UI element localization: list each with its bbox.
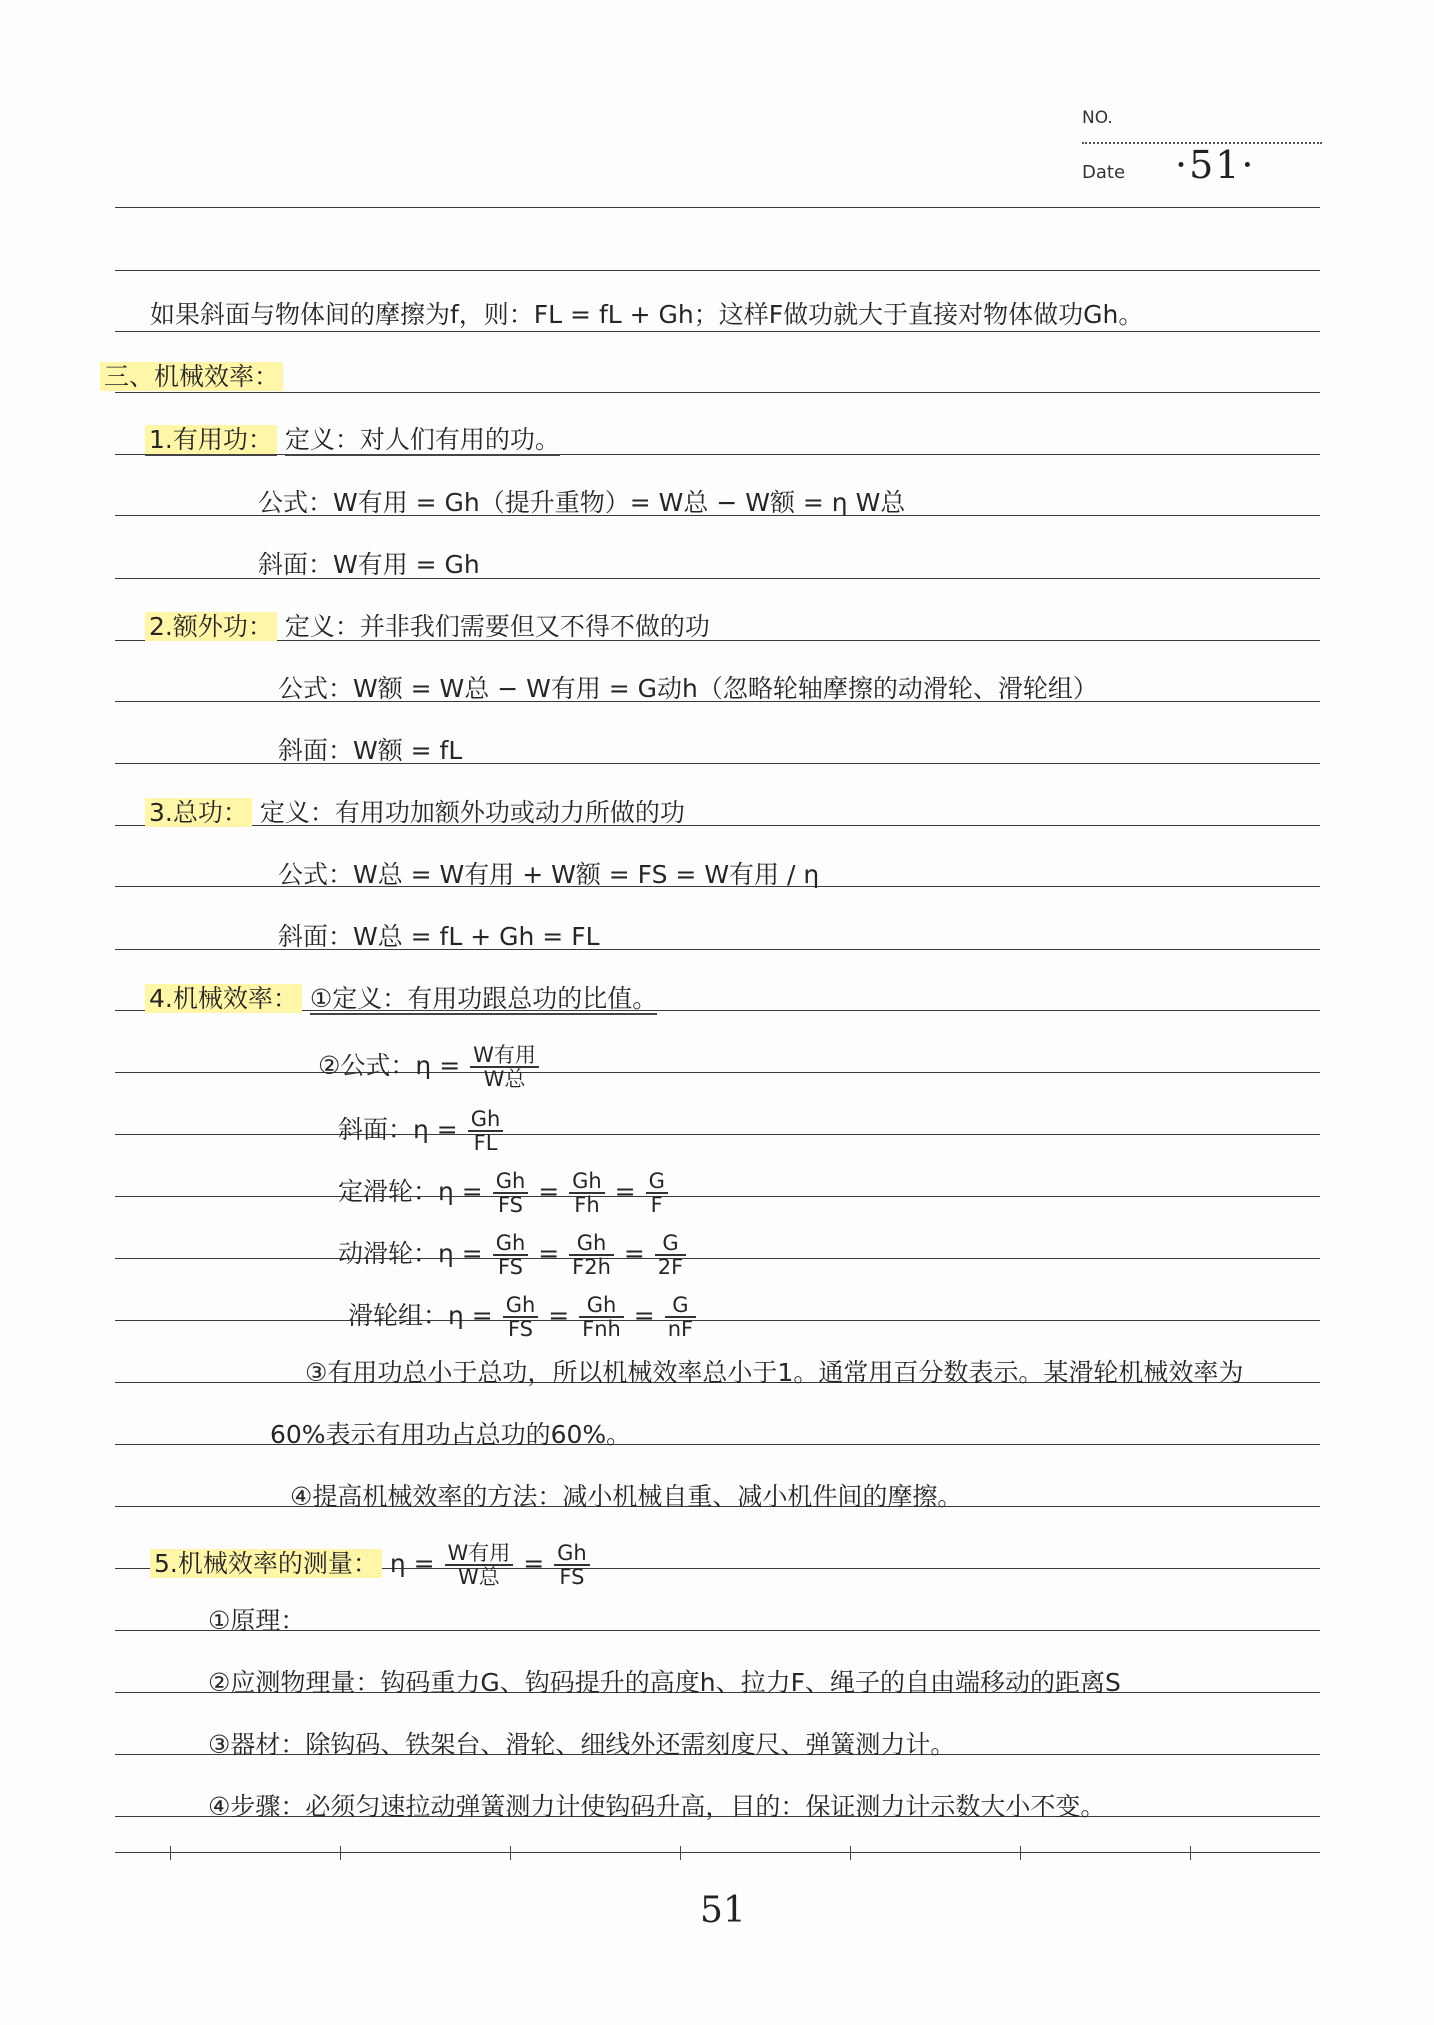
- extra-work-def: 定义：并非我们需要但又不得不做的功: [284, 612, 710, 641]
- measurement-principle: ①原理：: [208, 1606, 306, 1635]
- denominator: FS: [559, 1565, 585, 1589]
- total-work-def: 定义：有用功加额外功或动力所做的功: [259, 798, 685, 827]
- numerator: W有用: [470, 1044, 539, 1068]
- fraction: [493, 1170, 529, 1216]
- tick-mark: [170, 1846, 171, 1860]
- measurement-quantities: ②应测物理量：钩码重力G、钩码提升的高度h、拉力F、绳子的自由端移动的距离S: [208, 1668, 1121, 1697]
- numerator: Gh: [493, 1170, 529, 1194]
- numerator: Gh: [554, 1542, 590, 1566]
- measurement-title: 5.机械效率的测量：: [150, 1549, 382, 1578]
- formula-prefix: 动滑轮：η =: [338, 1239, 483, 1268]
- efficiency-line: [145, 982, 657, 1016]
- tick-mark: [1020, 1846, 1021, 1860]
- numerator: Gh: [579, 1294, 624, 1318]
- efficiency-title: 4.机械效率：: [145, 984, 302, 1013]
- date-label: Date: [1082, 162, 1126, 183]
- fraction: [655, 1232, 686, 1278]
- useful-work-slope: 斜面：W有用 = Gh: [258, 550, 480, 579]
- denominator: Fnh: [582, 1317, 621, 1341]
- efficiency-note-3-cont: 60%表示有用功占总功的60%。: [270, 1420, 632, 1449]
- efficiency-def: ①定义：有用功跟总功的比值。: [309, 984, 658, 1013]
- total-work-title: 3.总功：: [145, 798, 252, 827]
- fraction: [665, 1294, 696, 1340]
- numerator: Gh: [569, 1232, 614, 1256]
- ruled-line: [115, 270, 1320, 271]
- fraction: [470, 1044, 539, 1090]
- section-heading-efficiency: [100, 360, 283, 394]
- numerator: W有用: [445, 1542, 514, 1566]
- denominator: FS: [507, 1317, 534, 1341]
- fraction: [445, 1542, 514, 1588]
- denominator: FS: [497, 1255, 524, 1279]
- denominator: nF: [667, 1317, 694, 1341]
- measurement-equipment: ③器材：除钩码、铁架台、滑轮、细线外还需刻度尺、弹簧测力计。: [208, 1730, 956, 1759]
- tick-mark: [1190, 1846, 1191, 1860]
- total-work-formula: 公式：W总 = W有用 + W额 = FS = W有用 / η: [278, 860, 820, 889]
- date-value: ·51·: [1175, 143, 1256, 187]
- extra-work-formula: 公式：W额 = W总 − W有用 = G动h（忽略轮轴摩擦的动滑轮、滑轮组）: [278, 674, 1098, 703]
- formula-prefix: ②公式：η =: [318, 1051, 461, 1080]
- extra-work-title: 2.额外功：: [145, 612, 277, 641]
- tick-mark: [510, 1846, 511, 1860]
- denominator: F2h: [572, 1255, 611, 1279]
- total-work-line: [145, 796, 685, 830]
- numerator: Gh: [503, 1294, 539, 1318]
- useful-work-line: [145, 423, 560, 457]
- page-number: 51: [700, 1890, 746, 1931]
- fraction: [554, 1542, 590, 1588]
- numerator: Gh: [493, 1232, 529, 1256]
- heading-text: 三、机械效率：: [100, 362, 283, 391]
- extra-work-line: [145, 610, 710, 644]
- formula-prefix: η =: [389, 1549, 435, 1578]
- denominator: 2F: [657, 1255, 684, 1279]
- formula-prefix: 斜面：η =: [338, 1115, 458, 1144]
- tick-mark: [340, 1846, 341, 1860]
- ruled-line: [115, 1196, 1320, 1197]
- numerator: G: [665, 1294, 696, 1318]
- numerator: Gh: [468, 1108, 504, 1132]
- ruled-line: [115, 1072, 1320, 1073]
- ruled-line: [115, 1258, 1320, 1259]
- ruled-line: [115, 392, 1320, 393]
- efficiency-note-4: ④提高机械效率的方法：减小机械自重、减小机件间的摩擦。: [290, 1482, 963, 1511]
- numerator: G: [646, 1170, 668, 1194]
- denominator: F: [650, 1193, 663, 1217]
- efficiency-note-3: ③有用功总小于总功，所以机械效率总小于1。通常用百分数表示。某滑轮机械效率为: [305, 1358, 1244, 1387]
- fraction: [579, 1294, 624, 1340]
- measurement-steps: ④步骤：必须匀速拉动弹簧测力计使钩码升高，目的：保证测力计示数大小不变。: [208, 1792, 1106, 1821]
- efficiency-fixed-pulley: 定滑轮：η = $\frac{Gh}{FS}$ = $\frac{Gh}{Fh}$ = $\frac{G}{F}$: [338, 1170, 670, 1216]
- denominator: FS: [497, 1193, 524, 1217]
- tick-mark: [680, 1846, 681, 1860]
- fraction: [646, 1170, 668, 1216]
- numerator: G: [655, 1232, 686, 1256]
- useful-work-def: 定义：对人们有用的功。: [284, 425, 560, 454]
- fraction: [503, 1294, 539, 1340]
- ruled-line: [115, 1134, 1320, 1135]
- measurement-line: 5.机械效率的测量： η = $\frac{\text{W有用}}{\text{W总}}$ = $\frac{Gh}{FS}$: [150, 1542, 592, 1588]
- extra-work-slope: 斜面：W额 = fL: [278, 736, 463, 765]
- efficiency-formula: [318, 1044, 541, 1090]
- fraction: [493, 1232, 529, 1278]
- efficiency-slope: [338, 1108, 505, 1154]
- useful-work-formula: 公式：W有用 = Gh（提升重物）= W总 − W额 = η W总: [258, 488, 906, 517]
- ruled-line: [115, 1852, 1320, 1853]
- fraction: [468, 1108, 504, 1154]
- denominator: W总: [458, 1565, 500, 1589]
- efficiency-movable-pulley: 动滑轮：η = $\frac{Gh}{FS}$ = $\frac{Gh}{F2h}$ = $\frac{G}{2F}$: [338, 1232, 688, 1278]
- fraction: [569, 1232, 614, 1278]
- text-line-1: 如果斜面与物体间的摩擦为f，则：FL = fL + Gh；这样F做功就大于直接对物体做功Gh。: [150, 300, 1144, 329]
- ruled-line: [115, 207, 1320, 208]
- efficiency-pulley-block: 滑轮组：η = $\frac{Gh}{FS}$ = $\frac{Gh}{\text{Fnh}}$ = $\frac{G}{nF}$: [348, 1294, 698, 1340]
- denominator: W总: [483, 1067, 526, 1091]
- tick-mark: [850, 1846, 851, 1860]
- formula-prefix: 滑轮组：η =: [348, 1301, 493, 1330]
- denominator: Fh: [574, 1193, 600, 1217]
- formula-prefix: 定滑轮：η =: [338, 1177, 483, 1206]
- total-work-slope: 斜面：W总 = fL + Gh = FL: [278, 922, 600, 951]
- no-label: NO.: [1082, 108, 1113, 128]
- numerator: Gh: [569, 1170, 605, 1194]
- useful-work-title: 1.有用功：: [145, 425, 277, 456]
- denominator: FL: [473, 1131, 498, 1155]
- fraction: [569, 1170, 605, 1216]
- ruled-line: [115, 1320, 1320, 1321]
